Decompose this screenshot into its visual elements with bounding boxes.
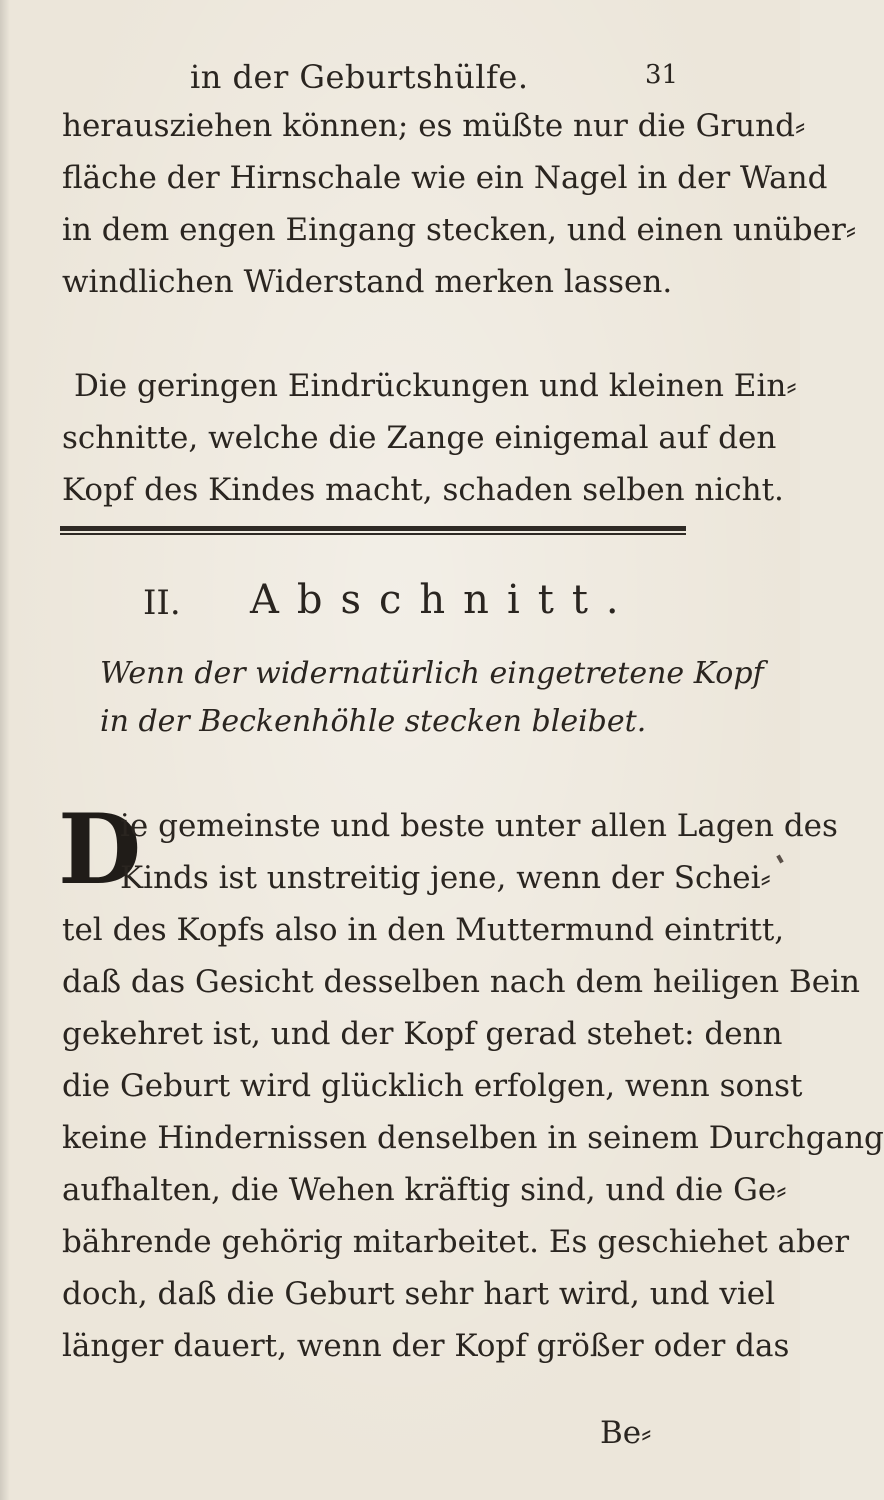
- ink-speck: [776, 855, 783, 864]
- text-line: Die geringen Eindrückungen und kleinen Ein⸗: [74, 368, 797, 404]
- text-line: doch, daß die Geburt sehr hart wird, und viel: [62, 1276, 776, 1312]
- section-number: II.: [143, 583, 181, 623]
- drop-cap-initial: D: [58, 793, 142, 906]
- text-line: in dem engen Eingang stecken, und einen unüber⸗: [62, 212, 857, 248]
- text-line: herausziehen können; es müßte nur die Grund⸗: [62, 108, 806, 144]
- text-line: die Geburt wird glücklich erfolgen, wenn sonst: [62, 1068, 803, 1104]
- subtitle-line: Wenn der widernatürlich eingetretene Kopf: [100, 656, 764, 691]
- text-line: Kopf des Kindes macht, schaden selben nicht.: [62, 472, 784, 508]
- page-number: 31: [645, 60, 679, 90]
- section-title: Abschnitt.: [250, 577, 637, 623]
- text-line: länger dauert, wenn der Kopf größer oder das: [62, 1328, 790, 1364]
- text-line: tel des Kopfs also in den Muttermund eintritt,: [62, 912, 785, 948]
- section-heading: [0, 575, 800, 635]
- running-title: in der Geburtshülfe.: [190, 58, 529, 96]
- text-line: Kinds ist unstreitig jene, wenn der Schei⸗: [120, 860, 771, 896]
- text-line: daß das Gesicht desselben nach dem heiligen Bein: [62, 964, 860, 1000]
- subtitle-line: in der Beckenhöhle stecken bleibet.: [100, 704, 647, 739]
- paragraph-1: [62, 100, 857, 308]
- divider-thick-line: [60, 526, 686, 531]
- running-head: [0, 50, 800, 100]
- section-divider-rule: [60, 526, 686, 536]
- section-subtitle: [100, 650, 764, 746]
- text-line: gekehret ist, und der Kopf gerad stehet: denn: [62, 1016, 783, 1052]
- text-line: ie gemeinste und beste unter allen Lagen des: [120, 808, 838, 844]
- text-line: bährende gehörig mitarbeitet. Es geschiehet aber: [62, 1224, 850, 1260]
- text-line: keine Hindernissen denselben in seinem Durchgang: [62, 1120, 884, 1156]
- text-line: schnitte, welche die Zange einigemal auf den: [62, 420, 777, 456]
- spine-shadow: [0, 0, 10, 1500]
- text-line: windlichen Widerstand merken lassen.: [62, 264, 673, 300]
- divider-thin-line: [60, 533, 686, 535]
- text-line: aufhalten, die Wehen kräftig sind, und die Ge⸗: [62, 1172, 787, 1208]
- paragraph-2: [62, 360, 797, 516]
- text-line: fläche der Hirnschale wie ein Nagel in der Wand: [62, 160, 828, 196]
- catchword: Be⸗: [600, 1415, 652, 1451]
- paragraph-3: [62, 800, 884, 1372]
